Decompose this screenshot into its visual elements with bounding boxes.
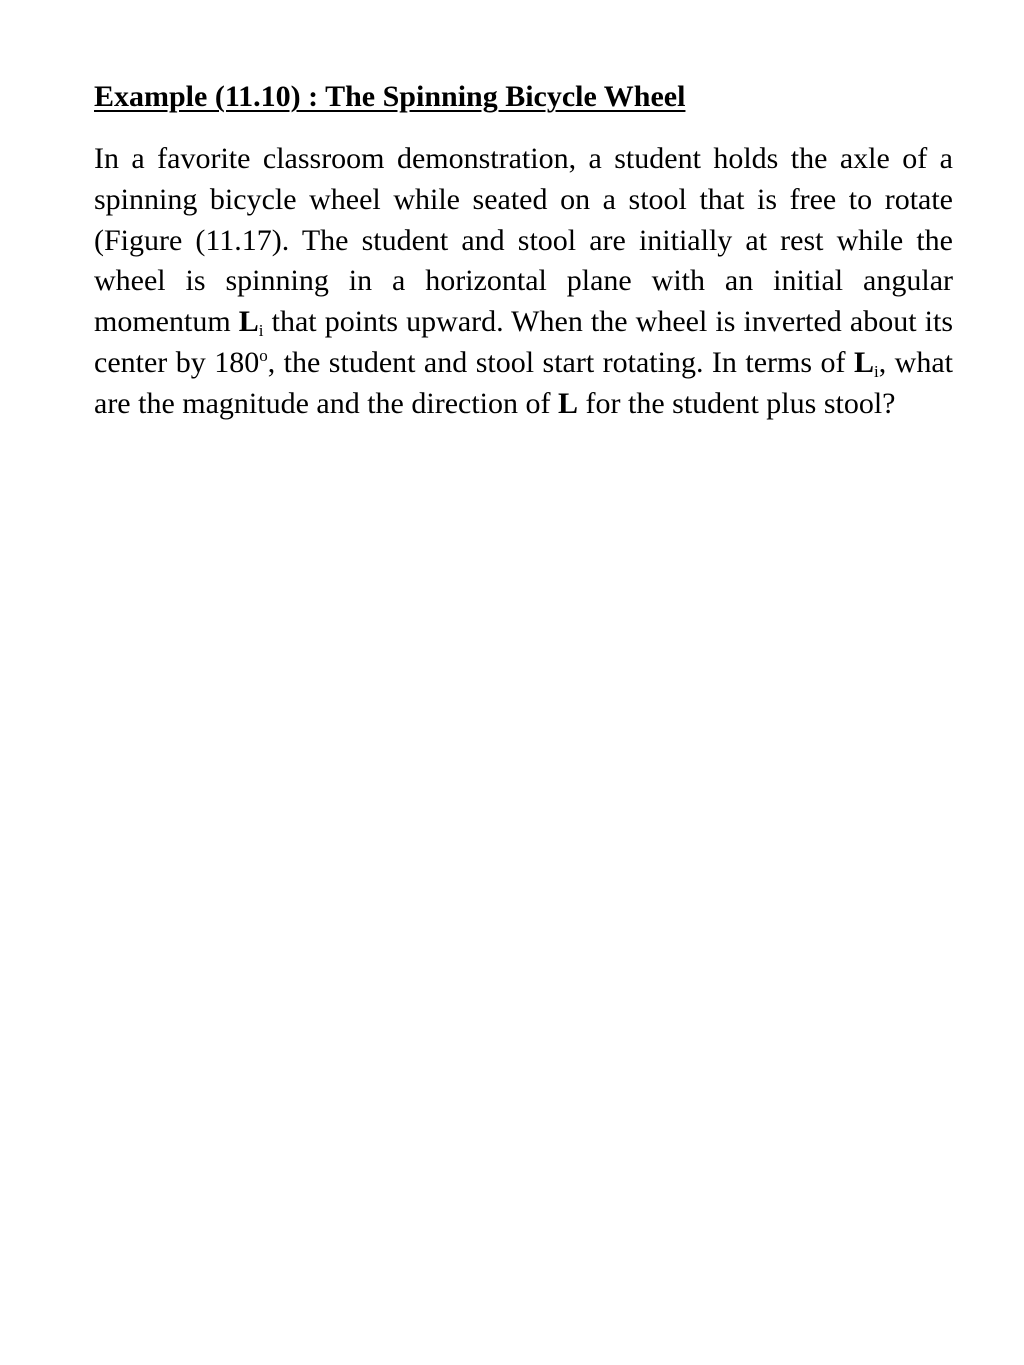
angular-momentum-symbol: L bbox=[558, 386, 579, 420]
problem-paragraph bbox=[94, 139, 953, 425]
angular-momentum-symbol: L bbox=[238, 305, 259, 339]
paragraph-text-1: In a favorite classroom demonstration, a student holds the axle of a spinning bicycle wheel while seated on a stool that is free to rotate (Figure (11.17). The student and stool are initially at rest while the wheel is spinning in a horizontal plane with an initial angular momentum bbox=[94, 142, 953, 339]
paragraph-text-4: , what are the magnitude and the direction of bbox=[94, 345, 954, 420]
degree-superscript: o bbox=[259, 345, 268, 365]
document-page bbox=[94, 78, 953, 425]
paragraph-text-5: for the student plus stool? bbox=[578, 386, 896, 420]
example-heading: Example (11.10) : The Spinning Bicycle Wheel bbox=[94, 80, 686, 113]
angular-momentum-symbol: L bbox=[853, 345, 874, 379]
paragraph-text-2: that points upward. When the wheel is inverted about its center by 180 bbox=[94, 305, 954, 379]
initial-subscript: i bbox=[873, 361, 879, 381]
paragraph-text-3: , the student and stool start rotating. In terms of bbox=[267, 345, 854, 379]
initial-subscript: i bbox=[258, 321, 264, 341]
